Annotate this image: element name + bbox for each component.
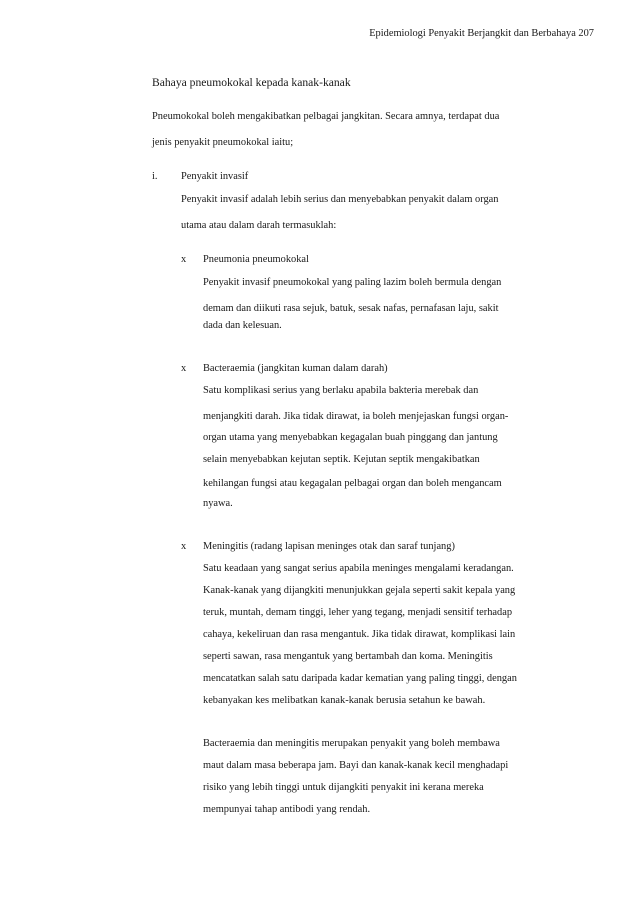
bullet-line: kebanyakan kes melibatkan kanak-kanak berusia setahun ke bawah. [203, 695, 486, 706]
intro-line: Pneumokokal boleh mengakibatkan pelbagai jangkitan. Secara amnya, terdapat dua [152, 111, 500, 122]
bullet-line: Satu komplikasi serius yang berlaku apabila bakteria merebak dan [203, 385, 479, 396]
bullet-marker: x [181, 541, 187, 552]
item-heading: Penyakit invasif [181, 171, 249, 182]
bullet-line: selain menyebabkan kejutan septik. Kejutan septik mengakibatkan [203, 454, 480, 465]
list-marker-i: i. [152, 171, 158, 182]
running-header: Epidemiologi Penyakit Berjangkit dan Berbahaya 207 [369, 28, 594, 39]
bullet-line: menjangkiti darah. Jika tidak dirawat, ia boleh menjejaskan fungsi organ- [203, 411, 509, 422]
bullet-heading: Pneumonia pneumokokal [203, 254, 309, 265]
intro-line: jenis penyakit pneumokokal iaitu; [152, 137, 294, 148]
item-line: utama atau dalam darah termasuklah: [181, 220, 337, 231]
bullet-line: Penyakit invasif pneumokokal yang paling lazim boleh bermula dengan [203, 277, 502, 288]
bullet-line: Kanak-kanak yang dijangkiti menunjukkan gejala seperti sakit kepala yang [203, 585, 516, 596]
bullet-line: kehilangan fungsi atau kegagalan pelbagai organ dan boleh mengancam [203, 478, 502, 489]
closing-line: risiko yang lebih tinggi untuk dijangkiti penyakit ini kerana mereka [203, 782, 484, 793]
closing-line: maut dalam masa beberapa jam. Bayi dan kanak-kanak kecil menghadapi [203, 760, 509, 771]
bullet-line: seperti sawan, rasa mengantuk yang bertambah dan koma. Meningitis [203, 651, 493, 662]
bullet-line: cahaya, kekeliruan dan rasa mengantuk. Jika tidak dirawat, komplikasi lain [203, 629, 516, 640]
bullet-line: demam dan diikuti rasa sejuk, batuk, sesak nafas, pernafasan laju, sakit [203, 303, 499, 314]
closing-line: Bacteraemia dan meningitis merupakan penyakit yang boleh membawa [203, 738, 500, 749]
bullet-line: dada dan kelesuan. [203, 320, 282, 331]
bullet-line: mencatatkan salah satu daripada kadar kematian yang paling tinggi, dengan [203, 673, 517, 684]
bullet-line: Satu keadaan yang sangat serius apabila meninges mengalami keradangan. [203, 563, 514, 574]
bullet-marker: x [181, 363, 187, 374]
section-title: Bahaya pneumokokal kepada kanak-kanak [152, 76, 351, 89]
bullet-marker: x [181, 254, 187, 265]
item-line: Penyakit invasif adalah lebih serius dan menyebabkan penyakit dalam organ [181, 194, 499, 205]
bullet-line: organ utama yang menyebabkan kegagalan buah pinggang dan jantung [203, 432, 498, 443]
bullet-heading: Bacteraemia (jangkitan kuman dalam darah) [203, 363, 388, 374]
bullet-line: nyawa. [203, 498, 233, 509]
bullet-line: teruk, muntah, demam tinggi, leher yang tegang, menjadi sensitif terhadap [203, 607, 513, 618]
closing-line: mempunyai tahap antibodi yang rendah. [203, 804, 371, 815]
bullet-heading: Meningitis (radang lapisan meninges otak dan saraf tunjang) [203, 541, 455, 552]
